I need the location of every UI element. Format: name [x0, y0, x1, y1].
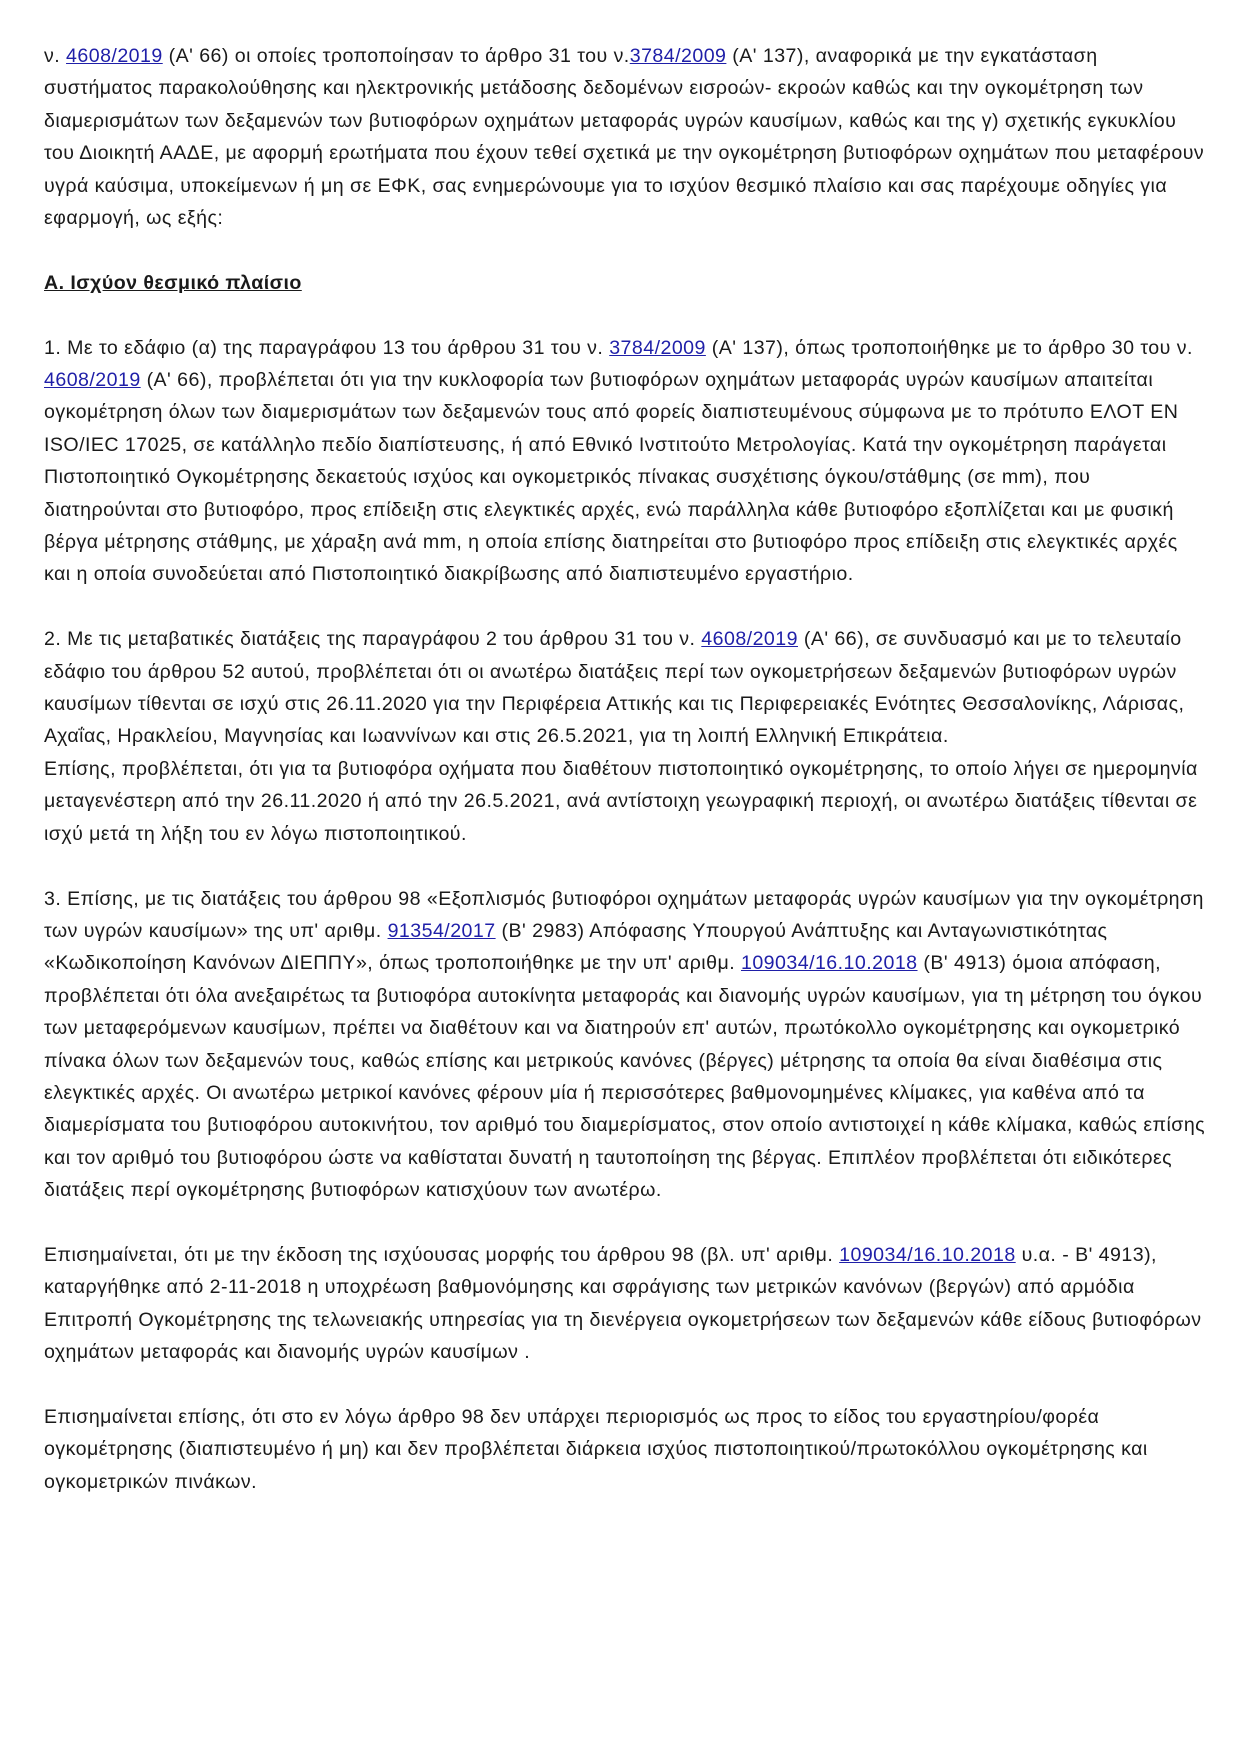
- paragraph-1: [44, 332, 1209, 591]
- paragraph-4: [44, 1239, 1209, 1369]
- law-3784-2009-link[interactable]: 3784/2009: [629, 45, 727, 67]
- decision-91354-2017-link[interactable]: 91354/2017: [387, 919, 496, 942]
- intro-text-2: (Α' 66) οι οποίες τροποποίησαν το άρθρο 31 του ν.: [162, 45, 630, 67]
- paragraph-2-text-1: 2. Με τις μεταβατικές διατάξεις της παραγράφου 2 του άρθρου 31 του ν.: [44, 628, 702, 651]
- paragraph-4-text-2: υ.α. - Β' 4913), καταργήθηκε από 2-11-2018 η υποχρέωση βαθμονόμησης και σφράγισης των μετρικών κανόνων (βεργών) από αρμόδια Επιτροπή Ογκομέτρησης της τελωνειακής υπηρεσίας για τη διενέργεια ογκομετρήσεων των δεξαμενών κάθε είδους βυτιοφόρων οχημάτων μεταφοράς και διανομής υγρών καυσίμων .: [44, 1243, 1202, 1364]
- law-4608-2019-link[interactable]: 4608/2019: [44, 369, 141, 392]
- paragraph-1-text-2: (Α' 137), όπως τροποποιήθηκε με το άρθρο 30 του ν.: [705, 336, 1193, 359]
- intro-paragraph: [44, 40, 1209, 234]
- paragraph-3-text-2: (Β' 2983) Απόφασης Υπουργού Ανάπτυξης και Ανταγωνιστικότητας «Κωδικοποίηση Κανόνων ΔΙΕΠΠΥ», όπως τροποποιήθηκε με την υπ' αριθμ.: [44, 919, 1108, 975]
- paragraph-1-text-1: 1. Με το εδάφιο (α) της παραγράφου 13 του άρθρου 31 του ν.: [44, 336, 610, 359]
- paragraph-3-text-1: 3. Επίσης, με τις διατάξεις του άρθρου 98 «Εξοπλισμός βυτιοφόροι οχημάτων μεταφοράς υγρών καυσίμων για την ογκομέτρηση των υγρών καυσίμων» της υπ' αριθμ.: [44, 887, 1204, 942]
- paragraph-3-text-3: (Β' 4913) όμοια απόφαση, προβλέπεται ότι όλα ανεξαιρέτως τα βυτιοφόρα αυτοκίνητα μεταφοράς και διανομής υγρών καυσίμων, για τη μέτρηση του όγκου των μεταφερόμενων καυσίμων, πρέπει να διαθέτουν και να διατηρούν επ' αυτών, πρωτόκολλο ογκομέτρησης και ογκομετρικό πίνακα όλων των δεξαμενών τους, καθώς επίσης και μετρικούς κανόνες (βέργες) μέτρησης τα οποία θα είναι διαθέσιμα στις ελεγκτικές αρχές. Οι ανωτέρω μετρικοί κανόνες φέρουν μία ή περισσότερες βαθμονομημένες κλίμακες, για καθένα από τα διαμερίσματα του βυτιοφόρου αυτοκινήτου, τον αριθμό του διαμερίσματος, στον οποίο αντιστοιχεί η κάθε κλίμακα, καθώς επίσης και τον αριθμό του βυτιοφόρου ώστε να καθίσταται δυνατή η ταυτοποίηση της βέργας. Επιπλέον προβλέπεται ότι ειδικότερες διατάξεις περί ογκομέτρησης βυτιοφόρων κατισχύουν των ανωτέρω.: [44, 952, 1206, 1202]
- law-4608-2019-link[interactable]: 4608/2019: [66, 45, 163, 67]
- law-4608-2019-link[interactable]: 4608/2019: [701, 628, 798, 651]
- law-3784-2009-link[interactable]: 3784/2009: [609, 336, 706, 359]
- decision-109034-2018-link[interactable]: 109034/16.10.2018: [839, 1243, 1016, 1266]
- paragraph-2: [44, 623, 1209, 753]
- decision-109034-2018-link[interactable]: 109034/16.10.2018: [740, 952, 918, 975]
- paragraph-2-continued: Επίσης, προβλέπεται, ότι για τα βυτιοφόρα οχήματα που διαθέτουν πιστοποιητικό ογκομέτρησης, το οποίο λήγει σε ημερομηνία μεταγενέστερη από την 26.11.2020 ή από την 26.5.2021, ανά αντίστοιχη γεωγραφική περιοχή, οι ανωτέρω διατάξεις τίθενται σε ισχύ μετά τη λήξη του εν λόγω πιστοποιητικού.: [44, 757, 1198, 845]
- section-a-heading: Α. Ισχύον θεσμικό πλαίσιο: [44, 271, 302, 294]
- intro-text-1: ν.: [44, 45, 67, 67]
- paragraph-3: [44, 883, 1209, 1207]
- paragraph-1-text-3: (Α' 66), προβλέπεται ότι για την κυκλοφορία των βυτιοφόρων οχημάτων μεταφοράς υγρών καυσίμων απαιτείται ογκομέτρηση όλων των διαμερισμάτων των δεξαμενών τους από φορείς διαπιστευμένους σύμφωνα με το πρότυπο ΕΛΟΤ ΕΝ ISO/IEC 17025, σε κατάλληλο πεδίο διαπίστευσης, ή από Εθνικό Ινστιτούτο Μετρολογίας. Κατά την ογκομέτρηση παράγεται Πιστοποιητικό Ογκομέτρησης δεκαετούς ισχύος και ογκομετρικός πίνακας συσχέτισης όγκου/στάθμης (σε mm), που διατηρούνται στο βυτιοφόρο, προς επίδειξη στις ελεγκτικές αρχές, ενώ παράλληλα κάθε βυτιοφόρο εξοπλίζεται και με φυσική βέργα μέτρησης στάθμης, με χάραξη ανά mm, η οποία επίσης διατηρείται στο βυτιοφόρο προς επίδειξη στις ελεγκτικές αρχές και η οποία συνοδεύεται από Πιστοποιητικό διακρίβωσης από διαπιστευμένο εργαστήριο.: [44, 369, 1179, 586]
- paragraph-4-text-1: Επισημαίνεται, ότι με την έκδοση της ισχύουσας μορφής του άρθρου 98 (βλ. υπ' αριθμ.: [44, 1243, 840, 1266]
- paragraph-2-text-2: (Α' 66), σε συνδυασμό και με το τελευταίο εδάφιο του άρθρου 52 αυτού, προβλέπεται ότι οι ανωτέρω διατάξεις περί των ογκομετρήσεων δεξαμενών βυτιοφόρων υγρών καυσίμων τίθενται σε ισχύ στις 26.11.2020 για την Περιφέρεια Αττικής και τις Περιφερειακές Ενότητες Θεσσαλονίκης, Λάρισας, Αχαΐας, Ηρακλείου, Μαγνησίας και Ιωαννίνων και στις 26.5.2021, για τη λοιπή Ελληνική Επικράτεια.: [44, 628, 1185, 748]
- intro-text-3: (Α' 137), αναφορικά με την εγκατάσταση συστήματος παρακολούθησης και ηλεκτρονικής μετάδοσης δεδομένων εισροών- εκροών καθώς και την ογκομέτρηση των διαμερισμάτων των δεξαμενών των βυτιοφόρων οχημάτων μεταφοράς υγρών καυσίμων, καθώς και της γ) σχετικής εγκυκλίου του Διοικητή ΑΑΔΕ, με αφορμή ερωτήματα που έχουν τεθεί σχετικά με την ογκομέτρηση βυτιοφόρων οχημάτων που μεταφέρουν υγρά καύσιμα, υποκείμενων ή μη σε ΕΦΚ, σας ενημερώνουμε για το ισχύον θεσμικό πλαίσιο και σας παρέχουμε οδηγίες για εφαρμογή, ως εξής:: [44, 45, 1205, 230]
- paragraph-5: Επισημαίνεται επίσης, ότι στο εν λόγω άρθρο 98 δεν υπάρχει περιορισμός ως προς το είδος του εργαστηρίου/φορέα ογκομέτρησης (διαπιστευμένο ή μη) και δεν προβλέπεται διάρκεια ισχύος πιστοποιητικού/πρωτοκόλλου ογκομέτρησης και ογκομετρικών πινάκων.: [44, 1405, 1148, 1493]
- document-page: [44, 40, 1209, 1531]
